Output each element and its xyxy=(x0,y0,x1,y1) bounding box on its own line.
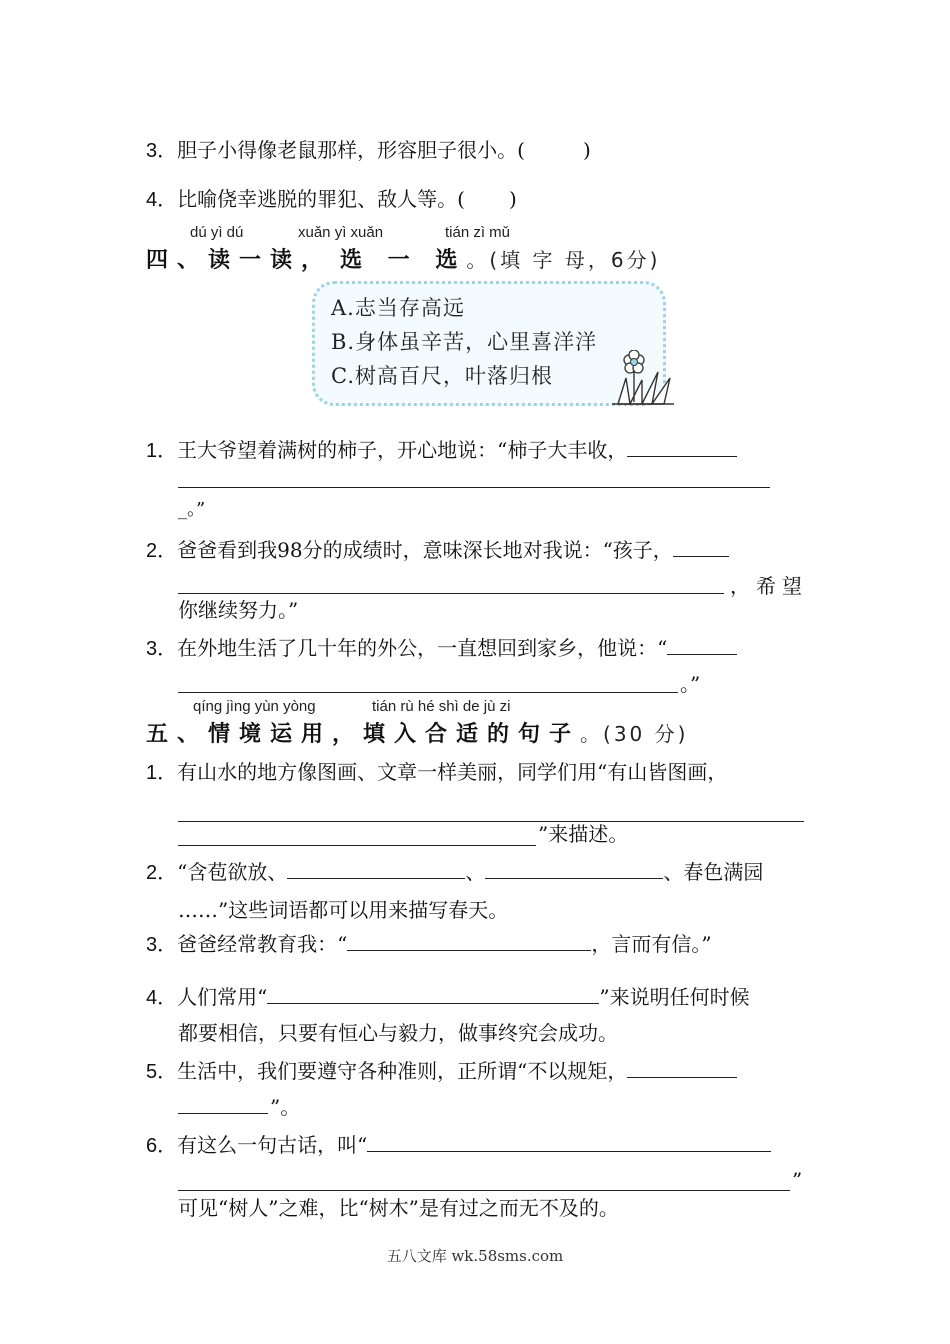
s5-question-3: 3．爸爸经常教育我：“ ，言而有信。” xyxy=(146,932,712,956)
s4-question-1: 1．王大爷望着满树的柿子，开心地说：“柿子大丰收， xyxy=(146,436,737,465)
s5-question-4: 4．人们常用“ ”来说明任何时候 xyxy=(146,985,750,1009)
section-4-title: 四、读一读， 选 一 选。(填 字 母，6分) xyxy=(146,248,661,273)
answer-blank[interactable] xyxy=(627,1057,737,1078)
pinyin: tián rù hé shì de jù zi xyxy=(372,698,511,715)
section-5-title: 五、情境运用，填入合适的句子。(30 分) xyxy=(146,722,689,747)
pinyin: tián zì mǔ xyxy=(445,224,511,241)
answer-blank[interactable] xyxy=(367,1131,771,1152)
answer-blank[interactable] xyxy=(347,930,591,951)
s5-question-5: 5．生活中，我们要遵守各种准则，正所谓“不以规矩， xyxy=(146,1057,737,1086)
question-3-top: 3．胆子小得像老鼠那样，形容胆子很小。( ) xyxy=(146,138,591,162)
question-number: 4． xyxy=(146,189,178,211)
pinyin: xuǎn yì xuǎn xyxy=(298,224,384,241)
pinyin: qíng jìng yùn yòng xyxy=(193,698,316,715)
answer-blank[interactable] xyxy=(627,436,737,457)
answer-line[interactable] xyxy=(178,844,536,846)
question-text: 胆子小得像老鼠那样，形容胆子很小。( xyxy=(177,138,525,162)
answer-blank[interactable] xyxy=(287,858,465,879)
footer-watermark: 五八文库 wk.58sms.com xyxy=(386,1247,564,1265)
s5-question-1: 1．有山水的地方像图画、文章一样美丽，同学们用“有山皆图画， xyxy=(146,760,728,784)
answer-blank[interactable] xyxy=(267,983,599,1004)
option-b: B.身体虽辛苦，心里喜洋洋 xyxy=(331,330,598,354)
answer-line[interactable] xyxy=(178,1112,268,1114)
s5-question-2: 2．“含苞欲放、 、 、春色满园 xyxy=(146,860,764,884)
answer-line[interactable] xyxy=(178,691,678,693)
question-4-top: 4．比喻侥幸逃脱的罪犯、敌人等。( ) xyxy=(146,187,517,211)
s4-q1-end: _。” xyxy=(178,499,206,520)
pinyin: dú yì dú xyxy=(190,224,244,241)
answer-blank[interactable] xyxy=(485,858,663,879)
option-c: C.树高百尺，叶落归根 xyxy=(331,364,553,388)
answer-line[interactable] xyxy=(178,1189,790,1191)
s4-question-2: 2．爸爸看到我98分的成绩时，意味深长地对我说：“孩子， xyxy=(146,536,729,565)
answer-line[interactable] xyxy=(178,820,804,822)
s4-question-3: 3．在外地生活了几十年的外公，一直想回到家乡，他说：“ xyxy=(146,634,737,663)
answer-line[interactable] xyxy=(178,592,724,594)
option-a: A.志当存高远 xyxy=(331,296,465,320)
question-text: 比喻侥幸逃脱的罪犯、敌人等。( xyxy=(177,187,465,211)
question-number: 3． xyxy=(146,140,178,162)
answer-blank[interactable] xyxy=(667,634,737,655)
answer-blank[interactable] xyxy=(673,536,729,557)
answer-line[interactable] xyxy=(178,486,770,488)
s5-question-6: 6．有这么一句古话，叫“ xyxy=(146,1131,771,1160)
flower-icon xyxy=(608,350,678,406)
